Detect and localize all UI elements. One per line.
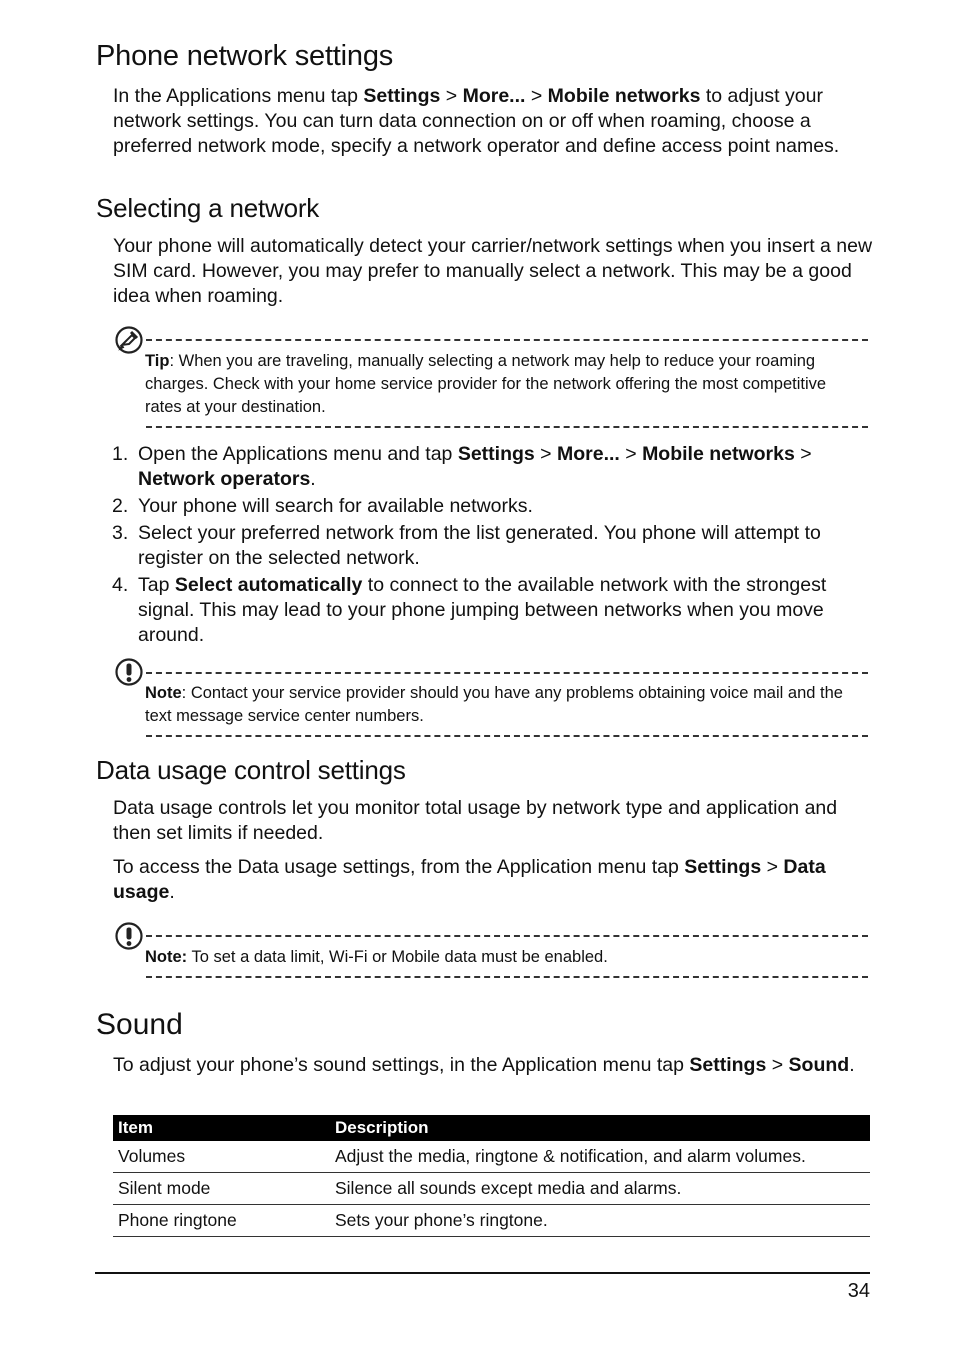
table-cell: Volumes bbox=[113, 1141, 330, 1173]
table-row bbox=[113, 1141, 870, 1173]
list-item: 3. Select your preferred network from the list generated. You phone will attempt to register on the selected network. bbox=[112, 522, 821, 569]
table-row bbox=[113, 1205, 870, 1237]
note-top-divider bbox=[146, 935, 868, 937]
heading-phone-network-settings: Phone network settings bbox=[96, 40, 394, 72]
exclamation-icon bbox=[114, 921, 144, 951]
heading-selecting-network: Selecting a network bbox=[96, 193, 320, 223]
table-cell: Phone ringtone bbox=[113, 1205, 330, 1237]
list-item: 1. Open the Applications menu and tap Settings > More... > Mobile networks > Network operators. bbox=[112, 443, 812, 490]
tip-top-divider bbox=[146, 339, 868, 341]
tip-icon bbox=[114, 325, 144, 355]
note-text: Note: Contact your service provider should you have any problems obtaining voice mail and the text message service center numbers. bbox=[145, 684, 843, 725]
data-limit-note-text: Note: To set a data limit, Wi-Fi or Mobile data must be enabled. bbox=[145, 948, 608, 966]
note-bottom-divider bbox=[146, 735, 868, 737]
table-header-row bbox=[113, 1115, 870, 1141]
tip-bottom-divider bbox=[146, 426, 868, 428]
exclamation-icon bbox=[114, 657, 144, 687]
data-usage-text: Data usage controls let you monitor total usage by network type and application and then set limits if needed. To access the Data usage settings, from the Application menu tap Settings > Data usage. bbox=[113, 797, 838, 903]
table-cell: Silence all sounds except media and alarms. bbox=[330, 1173, 870, 1205]
phone-network-intro: In the Applications menu tap Settings > More... > Mobile networks to adjust your network settings. You can turn data connection on or off when roaming, choose a preferred network mode, specify a network operator and define access point names. bbox=[113, 85, 840, 157]
footer-divider bbox=[95, 1272, 870, 1274]
table-cell: Sets your phone’s ringtone. bbox=[330, 1205, 870, 1237]
tip-text: Tip: When you are traveling, manually selecting a network may help to reduce your roaming charges. Check with your home service provider for the network offering the most competitive rates at your destination. bbox=[145, 352, 827, 416]
table-cell: Adjust the media, ringtone & notification, and alarm volumes. bbox=[330, 1141, 870, 1173]
table-header-description: Description bbox=[330, 1115, 870, 1141]
list-item: 4. Tap Select automatically to connect to the available network with the strongest signal. This may lead to your phone jumping between networks when you move around. bbox=[112, 574, 827, 646]
heading-data-usage: Data usage control settings bbox=[96, 755, 406, 785]
table-row bbox=[113, 1173, 870, 1205]
note-bottom-divider bbox=[146, 976, 868, 978]
sound-settings-table bbox=[113, 1115, 870, 1237]
selecting-network-intro: Your phone will automatically detect your carrier/network settings when you insert a new SIM card. However, you may prefer to manually select a network. This may be a good idea when roaming. bbox=[113, 235, 873, 307]
list-item: 2. Your phone will search for available networks. bbox=[112, 495, 533, 517]
table-header-item: Item bbox=[113, 1115, 330, 1141]
heading-sound: Sound bbox=[96, 1008, 183, 1041]
note-top-divider bbox=[146, 672, 868, 674]
network-steps-list bbox=[112, 442, 872, 648]
sound-intro: To adjust your phone’s sound settings, in the Application menu tap Settings > Sound. bbox=[113, 1054, 855, 1076]
page-number: 34 bbox=[847, 1280, 870, 1302]
table-cell: Silent mode bbox=[113, 1173, 330, 1205]
